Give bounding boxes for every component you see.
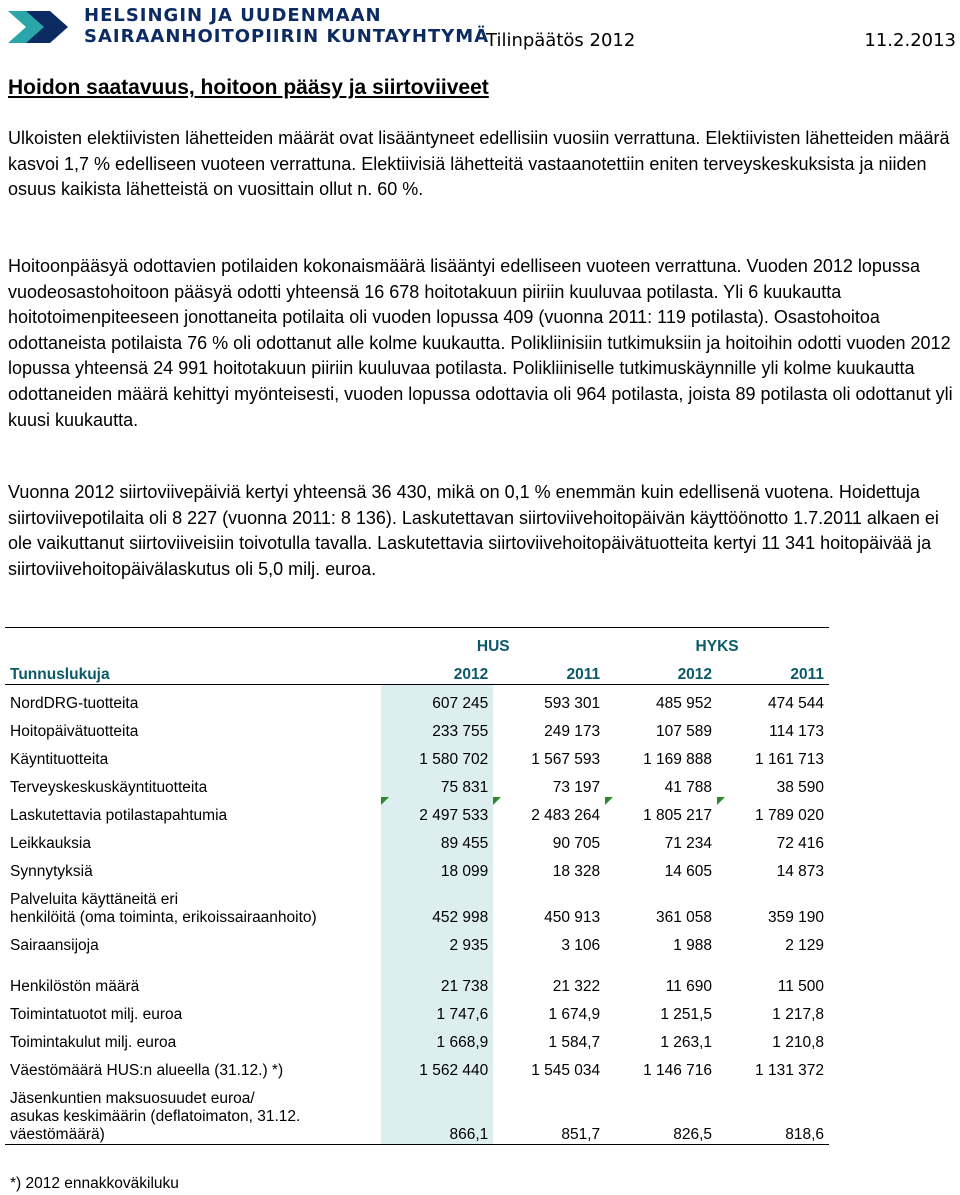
table-row: [5, 853, 829, 881]
value-cell: 18 099: [381, 853, 493, 881]
value-cell: 1 668,9: [381, 1024, 493, 1052]
value-cell: 11 690: [665, 978, 713, 995]
row-label-line: Toimintatuotot milj. euroa: [10, 1006, 183, 1023]
table-row: [5, 741, 829, 769]
paragraph-referrals: Ulkoisten elektiivisten lähetteiden määrät ovat lisääntyneet edellisiin vuosiin verrattuna. Elektiivisten lähetteiden määrä kasvoi 1,7 % edelliseen vuoteen verrattuna. Elektiivisiä lähetteitä vastaanotettiin eniten terveyskeskuksista ja niiden osuus kaikista lähetteistä on vuosittain ollut n. 60 %.: [8, 128, 950, 200]
value-cell: 21 738: [381, 968, 493, 996]
value-cell: 233 755: [381, 713, 493, 741]
row-label: [5, 1052, 381, 1080]
row-label-line: Synnytyksiä: [10, 863, 93, 880]
value-cell: 41 788: [664, 779, 713, 796]
value-cell: 38 590: [776, 779, 824, 796]
table-row: [5, 968, 829, 996]
table-row: [5, 685, 829, 714]
year-header: 2012: [381, 656, 493, 685]
value-cell: 2 497 533: [381, 797, 493, 825]
row-label-line: Toimintakulut milj. euroa: [10, 1034, 177, 1051]
value-cell: 1 210,8: [772, 1034, 824, 1051]
value-cell: 1 161 713: [755, 751, 824, 768]
value-cell: 14 873: [776, 863, 824, 880]
section-title: Hoidon saatavuus, hoitoon pääsy ja siirtoviiveet: [8, 76, 489, 99]
row-label-line: Laskutettavia potilastapahtumia: [10, 807, 228, 824]
page-header: [0, 0, 960, 60]
value-cell: 71 234: [664, 835, 713, 852]
value-cell: 1 674,9: [548, 1006, 601, 1023]
value-cell: 1 169 888: [643, 751, 713, 768]
row-label: [5, 741, 381, 769]
row-label-line: Leikkauksia: [10, 835, 91, 852]
value-cell: 249 173: [544, 723, 601, 740]
row-label: [5, 968, 381, 996]
value-cell: 89 455: [381, 825, 493, 853]
table-body: [5, 685, 829, 1145]
row-label-line: väestömäärä): [10, 1126, 105, 1143]
value-cell: 2 483 264: [493, 797, 605, 825]
table-row: [5, 797, 829, 825]
paragraph-transfer-delays: Vuonna 2012 siirtoviivepäiviä kertyi yhteensä 36 430, mikä on 0,1 % enemmän kuin edellisenä vuotena. Hoidettuja siirtoviivepotilaita oli 8 227 (vuonna 2011: 8 136). Laskutettavan siirtoviivehoitopäivän käyttöönotto 1.7.2011 alkaen ei ole vaikuttanut siirtoviiveisiin toivotulla tavalla. Laskutettavia siirtoviivehoitopäivätuotteita kertyi 11 341 hoitopäivää ja siirtoviivehoitopäivälaskutus oli 5,0 milj. euroa.: [8, 482, 939, 579]
table-footnote: *) 2012 ennakkoväkiluku: [10, 1175, 179, 1192]
value-cell: 1 263,1: [660, 1034, 713, 1051]
table-row: [5, 881, 829, 927]
value-cell: 452 998: [381, 881, 493, 927]
value-cell: 593 301: [544, 695, 601, 712]
value-cell: 1 146 716: [643, 1062, 713, 1079]
value-cell: 1 988: [673, 937, 713, 954]
value-cell: 114 173: [769, 723, 824, 740]
row-label: [5, 1024, 381, 1052]
row-label-line: Palveluita käyttäneitä eri: [10, 891, 179, 908]
value-cell: 361 058: [656, 909, 713, 926]
value-cell: 1 747,6: [381, 996, 493, 1024]
row-label-line: Käyntituotteita: [10, 751, 109, 768]
value-cell: 866,1: [381, 1080, 493, 1145]
table-row: [5, 825, 829, 853]
table-row: [5, 996, 829, 1024]
spacer-row: [5, 955, 829, 968]
row-label: [5, 685, 381, 714]
org-name-line2: SAIRAANHOITOPIIRIN KUNTAYHTYMÄ: [84, 26, 490, 47]
value-cell: 107 589: [656, 723, 713, 740]
row-label-line: henkilöitä (oma toiminta, erikoissairaanhoito): [10, 909, 317, 926]
value-cell: 1 562 440: [381, 1052, 493, 1080]
table-year-header-row: [5, 656, 829, 685]
value-cell: 851,7: [493, 1080, 605, 1145]
value-cell: 450 913: [544, 909, 601, 926]
report-date: 11.2.2013: [864, 30, 956, 51]
row-label: [5, 769, 381, 797]
value-cell: 1 545 034: [531, 1062, 601, 1079]
year-header: 2012: [605, 656, 717, 685]
year-header: 2011: [493, 656, 605, 685]
row-label-line: NordDRG-tuotteita: [10, 695, 139, 712]
row-label: [5, 713, 381, 741]
row-label: [5, 927, 381, 955]
value-cell: 2 129: [785, 937, 824, 954]
value-cell: 1 584,7: [548, 1034, 601, 1051]
value-cell: 485 952: [656, 695, 713, 712]
table-row: [5, 927, 829, 955]
value-cell: 359 190: [767, 909, 824, 926]
value-cell: 73 197: [552, 779, 601, 796]
table-row: [5, 1080, 829, 1145]
row-label: [5, 797, 381, 825]
value-cell: 3 106: [561, 937, 601, 954]
value-cell: 18 328: [552, 863, 601, 880]
row-label: [5, 881, 381, 927]
row-label-line: Henkilöstön määrä: [10, 978, 140, 995]
org-name-line1: HELSINGIN JA UUDENMAAN: [84, 5, 382, 26]
row-label-line: Sairaansijoja: [10, 937, 99, 954]
year-header: 2011: [717, 656, 829, 685]
value-cell: 21 322: [552, 978, 601, 995]
value-cell: 474 544: [767, 695, 824, 712]
row-label: [5, 825, 381, 853]
table-row: [5, 769, 829, 797]
table-row: [5, 713, 829, 741]
paragraph-waiting-patients: Hoitoonpääsyä odottavien potilaiden kokonaismäärä lisääntyi edelliseen vuoteen verrattuna. Vuoden 2012 lopussa vuodeosastohoitoon pääsyä odotti yhteensä 16 678 hoitotakuun piiriin kuuluvaa potilasta. Yli 6 kuukautta hoitotoimenpiteeseen jonottaneita potilaita oli vuoden lopussa 409 (vuonna 2011: 119 potilasta). Osastohoitoa odottaneista potilaista 76 % oli odottanut alle kolme kuukautta. Polikliinisiin tutkimuksiin ja hoitoihin odotti vuoden 2012 lopussa yhteensä 24 991 hoitotakuun piiriin kuuluvaa potilasta. Polikliiniselle tutkimuskäynnille yli kolme kuukautta odottaneiden määrä kehittyi myönteisesti, vuoden lopussa odottavia oli 964 potilasta, joista 89 potilasta oli odottanut yli kuusi kuukautta.: [8, 256, 953, 430]
row-label: [5, 996, 381, 1024]
row-label-line: Terveyskeskuskäyntituotteita: [10, 779, 208, 796]
value-cell: 11 500: [777, 978, 824, 995]
value-cell: 1 217,8: [772, 1006, 824, 1023]
value-cell: 90 705: [552, 835, 601, 852]
row-label: [5, 1080, 381, 1145]
row-label-line: Jäsenkuntien maksuosuudet euroa/: [10, 1090, 255, 1107]
value-cell: 1 580 702: [381, 741, 493, 769]
value-cell: 1 805 217: [605, 797, 717, 825]
value-cell: 1 131 372: [755, 1062, 824, 1079]
report-title: Tilinpäätös 2012: [486, 30, 636, 51]
row-label: [5, 853, 381, 881]
value-cell: 1 251,5: [660, 1006, 713, 1023]
hus-logo: [6, 3, 490, 51]
table-group-header-row: [5, 628, 829, 657]
table-row: [5, 1052, 829, 1080]
value-cell: 1 567 593: [531, 751, 601, 768]
row-label-line: Hoitopäivätuotteita: [10, 723, 139, 740]
row-label-line: Väestömäärä HUS:n alueella (31.12.) *): [10, 1062, 284, 1079]
value-cell: 607 245: [381, 685, 493, 714]
table-row: [5, 1024, 829, 1052]
value-cell: 14 605: [664, 863, 713, 880]
value-cell: 1 789 020: [717, 797, 829, 825]
value-cell: 72 416: [776, 835, 824, 852]
group-header-hyks: HYKS: [605, 628, 829, 657]
value-cell: 818,6: [717, 1080, 829, 1145]
group-header-hus: HUS: [381, 628, 605, 657]
value-cell: 75 831: [381, 769, 493, 797]
hus-logo-icon: [6, 5, 76, 49]
value-cell: 2 935: [381, 927, 493, 955]
row-label-line: asukas keskimäärin (deflatoimaton, 31.12.: [10, 1108, 301, 1125]
table-title: Tunnuslukuja: [5, 656, 381, 685]
key-figures-table: [5, 627, 829, 1145]
value-cell: 826,5: [605, 1080, 717, 1145]
